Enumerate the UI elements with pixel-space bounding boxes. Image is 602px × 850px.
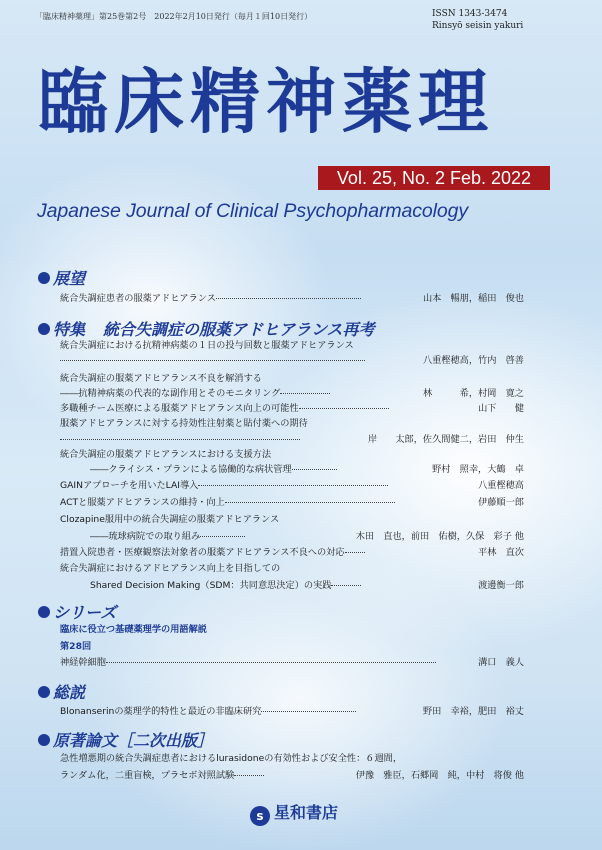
toc-entry-authors: 山下 健 [478, 403, 524, 414]
bullet-dot-icon [38, 323, 50, 335]
toc-entry-title: 服薬アドヒアランスに対する持効性注射薬と貼付薬への期待 [60, 418, 308, 429]
toc-entry-authors: 溝口 義人 [478, 657, 524, 668]
toc-entry-title: 統合失調症における抗精神病薬の１日の投与回数と服薬アドヒアランス [60, 340, 354, 351]
publisher-mark-icon: s [250, 806, 270, 826]
journal-issue-line: 「臨床精神薬理」第25巻第2号 2022年2月10日発行（毎月１回10日発行） [35, 12, 313, 21]
toc-entry-title: 急性増悪期の統合失調症患者におけるlurasidoneの有効性および安全性：６週間， [60, 753, 403, 764]
section-heading-gencho: 原著論文［二次出版］ [38, 728, 213, 751]
toc-entry-subtitle: ――琉球病院での取り組み [90, 531, 245, 543]
toc-entry-authors: 八重樫穂高，竹内 啓善 [422, 355, 524, 366]
section-heading-series: シリーズ [38, 600, 116, 623]
toc-entry-authors: 野田 幸裕，肥田 裕丈 [422, 706, 524, 717]
publisher-logo [250, 800, 338, 826]
toc-leader [60, 434, 300, 446]
toc-entry-title: 統合失調症の服薬アドヒアランス不良を解消する [60, 373, 262, 384]
toc-entry-authors: 野村 照幸，大鶴 卓 [432, 464, 524, 475]
toc-entry-authors: 山本 暢朋，稲田 俊也 [422, 293, 524, 304]
journal-title: 臨床精神薬理 [38, 61, 494, 143]
toc-entry-title: 神経幹細胞 [60, 657, 436, 669]
section-heading-sousetsu: 総説 [38, 680, 85, 703]
toc-entry-authors: 平林 直次 [478, 547, 524, 558]
toc-entry-subtitle: ランダム化，二重盲検，プラセボ対照試験 [60, 770, 264, 782]
toc-entry-title: GAINアプローチを用いたLAI導入 [60, 480, 388, 492]
section-heading-tokushu: 特集 統合失調症の服薬アドヒアランス再考 [38, 317, 375, 340]
volume-badge: Vol. 25, No. 2 Feb. 2022 [318, 166, 550, 190]
toc-entry-title: ACTと服薬アドヒアランスの維持・向上 [60, 497, 395, 509]
toc-entry-title: 多職種チーム医療による服薬アドヒアランス向上の可能性 [60, 403, 389, 415]
toc-entry-title: 統合失調症患者の服薬アドヒアランス [60, 293, 361, 305]
issn-number: ISSN 1343-3474 [432, 9, 508, 19]
series-name: 臨床に役立つ基礎薬理学の用語解説 [60, 624, 207, 635]
bullet-dot-icon [38, 606, 50, 618]
toc-entry-authors: 八重樫穂高 [478, 480, 524, 491]
bullet-dot-icon [38, 686, 50, 698]
toc-entry-title: Clozapine服用中の統合失調症の服薬アドヒアランス [60, 514, 280, 525]
series-issue: 第28回 [60, 641, 92, 652]
toc-entry-authors: 木田 直也，前田 佑樹，久保 彩子 他 [355, 531, 524, 542]
section-heading-tenbo: 展望 [38, 266, 85, 289]
toc-entry-title: 統合失調症におけるアドヒアランス向上を目指しての [60, 563, 281, 574]
toc-entry-title: 措置入院患者・医療観察法対象者の服薬アドヒアランス不良への対応 [60, 547, 365, 559]
bullet-dot-icon [38, 734, 50, 746]
bullet-dot-icon [38, 272, 50, 284]
publisher-name: 星和書店 [274, 803, 339, 822]
toc-entry-authors: 渡邊衡一郎 [478, 580, 524, 591]
toc-leader [60, 355, 365, 367]
toc-entry-subtitle: ――クライシス・プランによる協働的な病状管理 [90, 464, 337, 476]
toc-entry-authors: 伊豫 雅臣，石郷岡 純，中村 将俊 他 [355, 770, 524, 781]
toc-entry-authors: 林 希，村岡 寛之 [422, 388, 524, 399]
romaji-title: Rinsyō seisin yakuri [432, 21, 524, 31]
toc-entry-subtitle: Shared Decision Making（SDM：共同意思決定）の実践 [90, 580, 361, 592]
toc-entry-title: 統合失調症の服薬アドヒアランスにおける支援方法 [60, 449, 272, 460]
toc-entry-authors: 岸 太郎，佐久間健二，岩田 仲生 [367, 434, 524, 445]
issn-block [432, 8, 523, 32]
toc-entry-title: Blonanserinの薬理学的特性と最近の非臨床研究 [60, 706, 356, 718]
journal-subtitle: Japanese Journal of Clinical Psychopharmacology [37, 200, 469, 222]
toc-entry-subtitle: ――抗精神病薬の代表的な副作用とそのモニタリング [60, 388, 330, 400]
toc-entry-authors: 伊藤順一郎 [478, 497, 524, 508]
feature-theme: 統合失調症の服薬アドヒアランス再考 [103, 320, 375, 339]
